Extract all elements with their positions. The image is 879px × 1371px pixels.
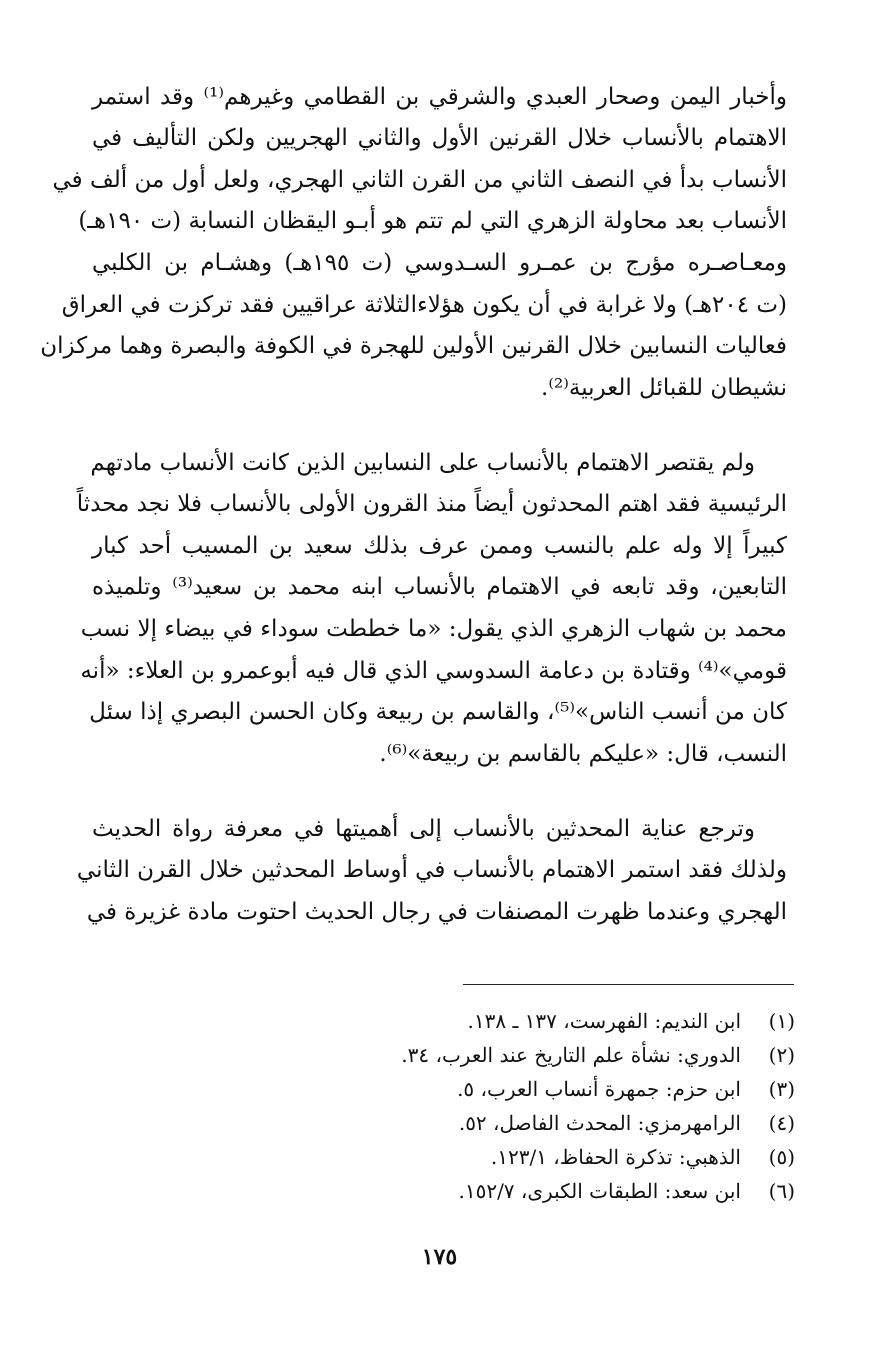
footnote-number: (٢)	[768, 1043, 795, 1067]
footnote	[458, 1177, 795, 1205]
body-line: الأنساب بعد محاولة الزهري التي لم تتم هو أبـو اليقظان النسابة (ت ١٩٠هـ)	[78, 208, 787, 234]
body-line: (ت ٢٠٤هـ) ولا غرابة في أن يكون هؤلاءالثلاثة عراقيين فقد تركزت في العراق	[61, 292, 787, 318]
footnote-text: الرامهرمزي: المحدث الفاصل، ٥٢.	[458, 1111, 741, 1135]
body-line: ولذلك فقد استمر الاهتمام بالأنساب في أوساط المحدثين خلال القرن الثاني	[76, 857, 787, 883]
footnote	[468, 1007, 796, 1035]
body-line: التابعين، وقد تابعه في الاهتمام بالأنساب ابنه محمد بن سعيد⁽³⁾ وتلميذه	[92, 574, 787, 600]
body-line: النسب، قال: «عليكم بالقاسم بن ربيعة»⁽⁶⁾.	[379, 741, 787, 767]
body-line: وترجع عناية المحدثين بالأنساب إلى أهميتها في معرفة رواة الحديث	[92, 816, 755, 842]
body-line: محمد بن شهاب الزهري الذي يقول: «ما خططت سوداء في بيضاء إلا نسب	[80, 616, 787, 642]
body-line: ولم يقتصر الاهتمام بالأنساب على النسابين الذين كانت الأنساب مادتهم	[90, 450, 755, 476]
footnote-text: ابن سعد: الطبقات الكبرى، ١٥٢/٧.	[458, 1179, 741, 1203]
footnote	[401, 1041, 795, 1069]
footnote-number: (١)	[768, 1009, 795, 1033]
footnote-text: الدوري: نشأة علم التاريخ عند العرب، ٣٤.	[401, 1043, 741, 1067]
footnote-separator	[463, 984, 794, 985]
footnote-text: ابن النديم: الفهرست، ١٣٧ ـ ١٣٨.	[467, 1009, 741, 1033]
body-line: الرئيسية فقد اهتم المحدثون أيضاً منذ القرون الأولى بالأنساب فلا نجد محدثاً	[76, 491, 787, 517]
body-line: كان من أنسب الناس»⁽⁵⁾، والقاسم بن ربيعة وكان الحسن البصري إذا سئل	[89, 699, 787, 725]
body-line: وأخبار اليمن وصحار العبدي والشرقي بن القطامي وغيرهم⁽¹⁾ وقد استمر	[92, 84, 787, 110]
footnote	[459, 1109, 795, 1137]
footnote-text: ابن حزم: جمهرة أنساب العرب، ٥.	[457, 1077, 741, 1101]
footnote-number: (٥)	[768, 1145, 795, 1169]
footnote-number: (٤)	[768, 1111, 795, 1135]
body-line: كبيراً إلا وله علم بالنسب وممن عرف بذلك سعيد بن المسيب أحد كبار	[92, 533, 787, 559]
footnote-number: (٣)	[768, 1077, 795, 1101]
body-line: الاهتمام بالأنساب خلال القرنين الأول والثاني الهجريين ولكن التأليف في	[92, 125, 787, 151]
body-line: فعاليات النسابين خلال القرنين الأولين للهجرة في الكوفة والبصرة وهما مركزان	[40, 333, 787, 359]
footnote	[457, 1075, 795, 1103]
body-line: الأنساب بدأ في النصف الثاني من القرن الثاني الهجري، ولعل أول من ألف في	[52, 167, 787, 193]
body-line: الهجري وعندما ظهرت المصنفات في رجال الحديث احتوت مادة غزيرة في	[86, 899, 787, 925]
footnote-number: (٦)	[768, 1179, 795, 1203]
body-line: نشيطان للقبائل العربية⁽²⁾.	[541, 375, 787, 401]
footnote-text: الذهبي: تذكرة الحفاظ، ١٢٣/١.	[490, 1145, 741, 1169]
body-line: قومي»⁽⁴⁾ وقتادة بن دعامة السدوسي الذي قال فيه أبوعمرو بن العلاء: «أنه	[80, 658, 787, 684]
page-number: ١٧٥	[421, 1244, 458, 1270]
footnote	[491, 1143, 795, 1171]
body-line: ومعـاصـره مؤرج بن عمـرو السـدوسي (ت ١٩٥هـ) وهشـام بن الكلبي	[92, 250, 788, 276]
